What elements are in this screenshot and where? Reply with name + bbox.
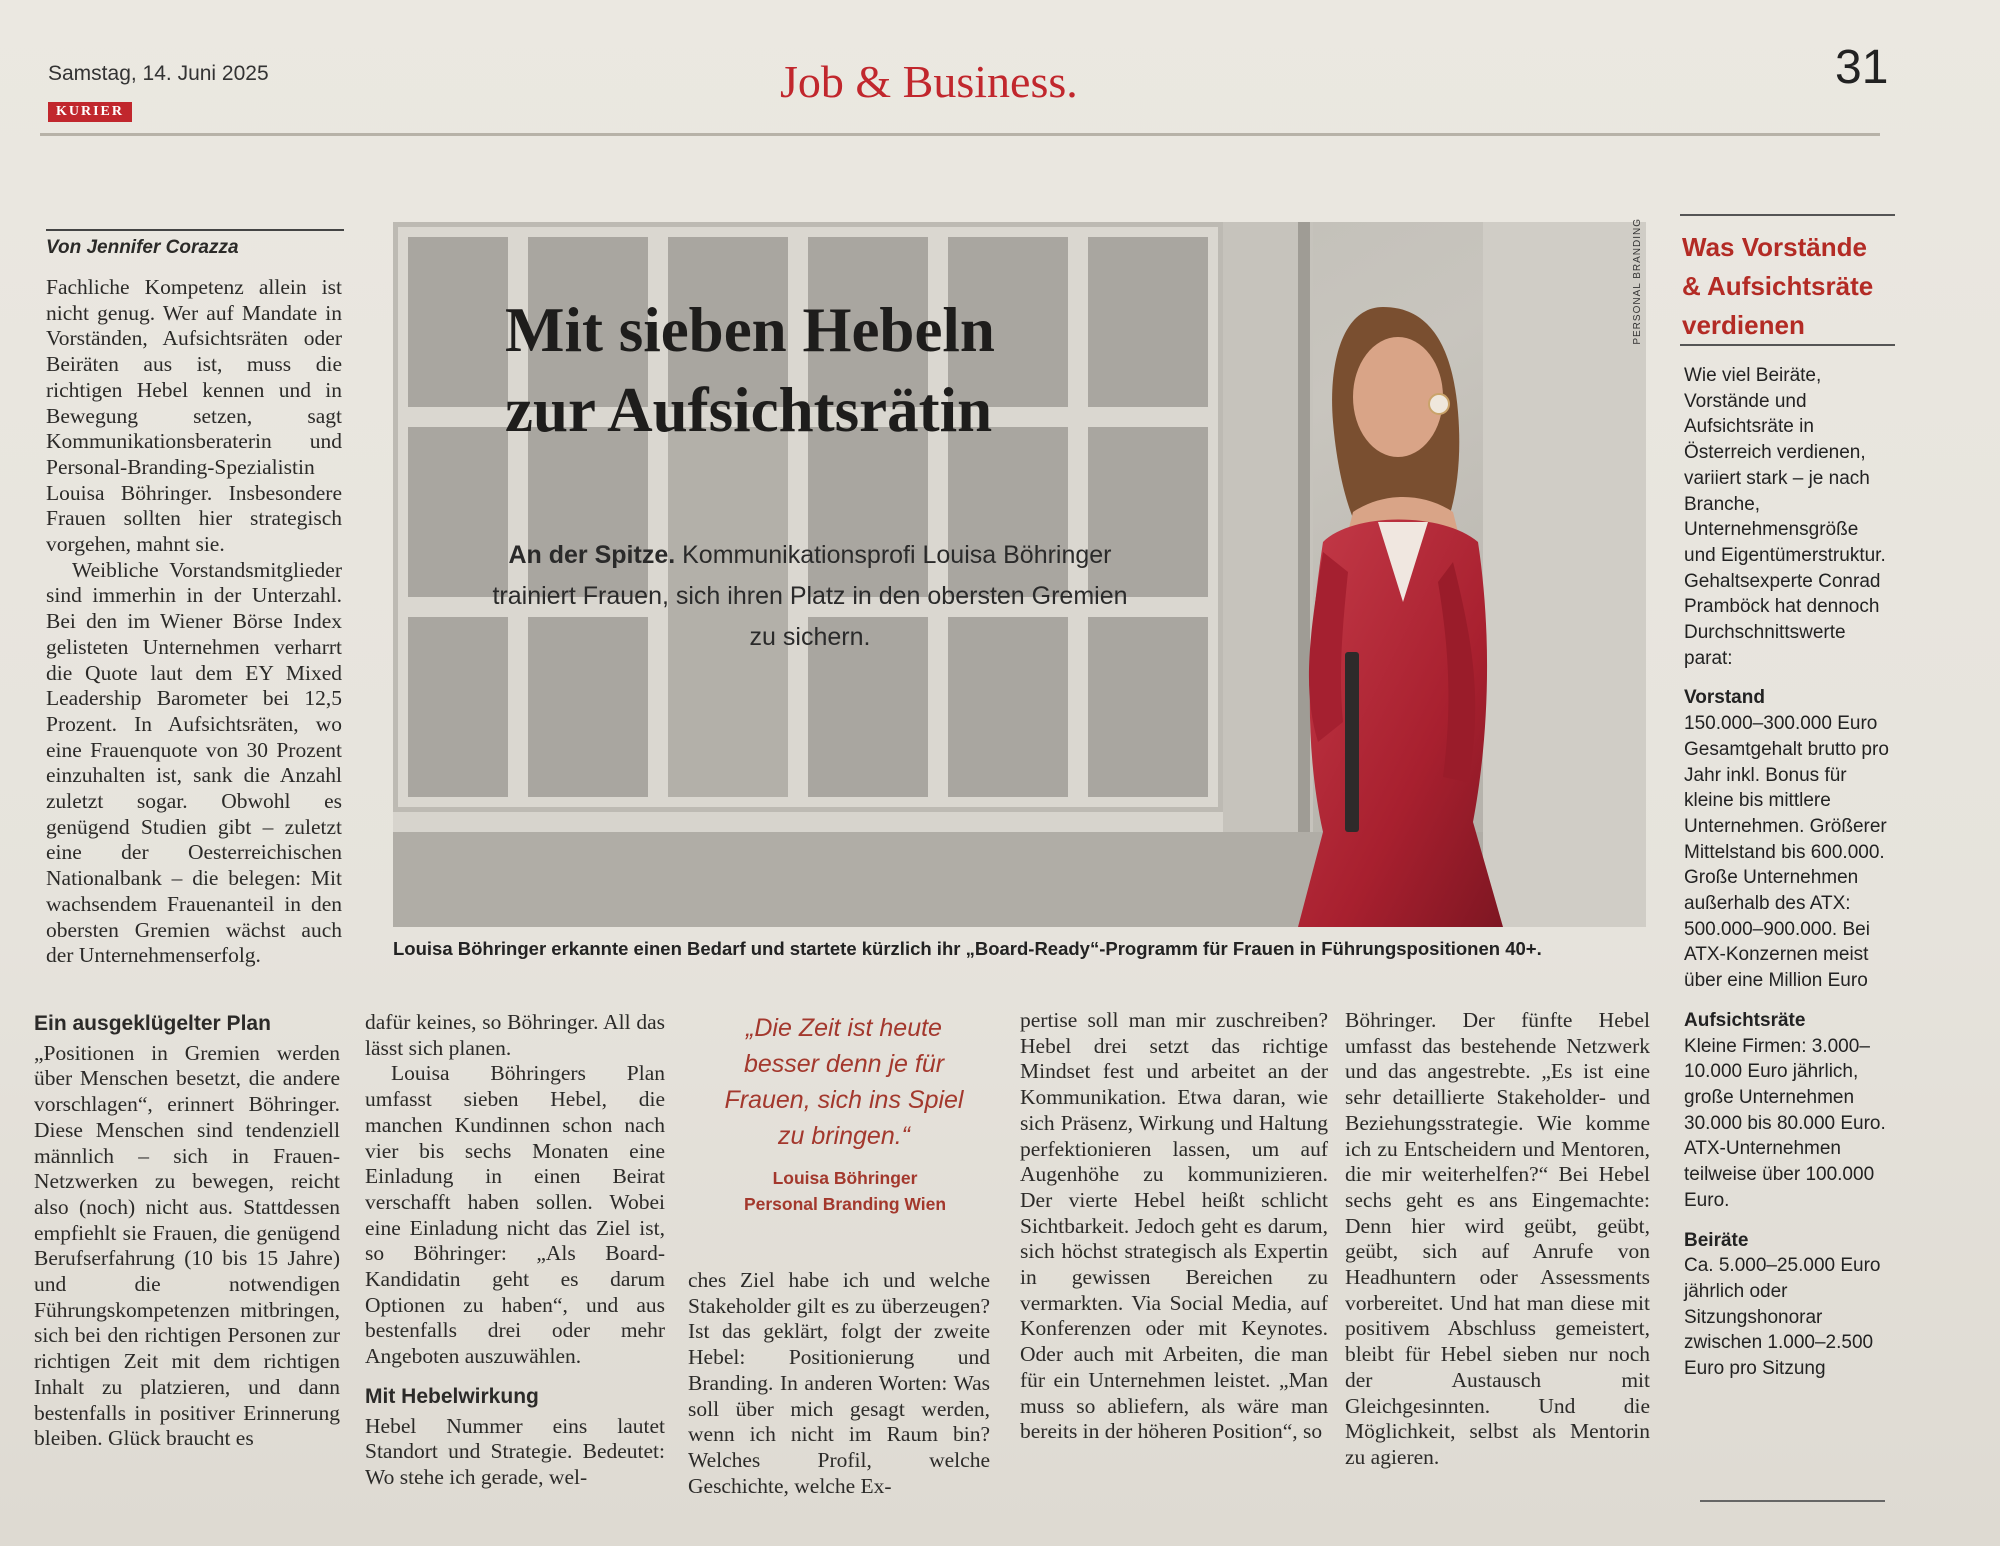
sidebar-body — [1684, 363, 1889, 1382]
article-column-2 — [365, 1010, 665, 1491]
header-rule — [40, 133, 1880, 136]
sidebar-heading: Aufsichtsräte — [1684, 1009, 1806, 1031]
teaser-text: Kommunikationsprofi Louisa Böhringer trainiert Frauen, sich ihren Platz in den obersten Gremien zu sichern. — [492, 541, 1128, 651]
quote-org: Personal Branding Wien — [743, 1194, 947, 1214]
teaser-lead: An der Spitze. — [508, 541, 676, 569]
photo-caption: Louisa Böhringer erkannte einen Bedarf und startete kürzlich ihr „Board-Ready“-Programm für Frauen in Führungspositionen 40+. — [393, 938, 1542, 959]
sidebar-text: Ca. 5.000–25.000 Euro jährlich oder Sitzungshonorar zwischen 1.000–2.500 Euro pro Sitzung — [1684, 1255, 1881, 1380]
quote-name: Louisa Böhringer — [772, 1168, 918, 1188]
issue-date: Samstag, 14. Juni 2025 — [48, 62, 269, 85]
paragraph: Louisa Böhringers Plan umfasst sieben Hebel, die manchen Kundinnen schon nach vier bis sechs Monaten eine Einladung in einen Beirat verschafft haben sollen. Wobei eine Einladung nicht das Ziel ist, so Böhringer: „Als Board-Kandidatin geht es darum Optionen zu haben“, und aus bestenfalls drei oder mehr Angeboten auszuwählen. — [365, 1061, 665, 1369]
sidebar-title-line: verdienen — [1682, 310, 1805, 340]
article-headline — [505, 290, 995, 450]
sidebar-text: Kleine Firmen: 3.000–10.000 Euro jährlich, große Unternehmen 30.000 bis 80.000 Euro. ATX-Unternehmen teilweise über 100.000 Euro. — [1684, 1035, 1886, 1211]
page-number: 31 — [1835, 41, 1889, 94]
article-column-4 — [1020, 1008, 1328, 1445]
sidebar-rule — [1680, 344, 1895, 346]
sidebar-rule — [1680, 214, 1895, 216]
subheading: Mit Hebelwirkung — [365, 1384, 539, 1408]
article-teaser — [490, 535, 1130, 658]
headline-line: Mit sieben Hebeln — [505, 295, 995, 365]
kurier-logo: KURIER — [48, 102, 132, 122]
article-column-1-lower — [34, 1005, 340, 1452]
sidebar-intro: Wie viel Beiräte, Vorstände und Aufsichtsräte in Österreich verdienen, variiert stark – je nach Branche, Unternehmensgröße und Eigentümerstruktur. Gehaltsexperte Conrad Pramböck hat dennoch Durchschnittswerte parat: — [1684, 365, 1886, 669]
headline-line: zur Aufsichtsrätin — [505, 375, 993, 445]
sidebar-title — [1682, 228, 1873, 345]
paragraph: pertise soll man mir zuschreiben? Hebel drei setzt das richtige Mindset fest und arbeitet an der Kommunikation. Etwa daran, wie sich Präsenz, Wirkung und Haltung perfektionieren lassen, um auf Augenhöhe zu kommunizieren. Der vierte Hebel heißt schlicht Sichtbarkeit. Jedoch geht es darum, sich höchst strategisch als Expertin in gewissen Bereichen zu vermarkten. Via Social Media, auf Konferenzen oder mit Keynotes. Oder auch mit Arbeiten, die man für ein Unternehmen leistet. „Man muss so abliefern, als wäre man bereits in der höheren Position“, so — [1020, 1008, 1328, 1444]
sidebar-bottom-rule — [1700, 1500, 1885, 1502]
paragraph: Hebel Nummer eins lautet Standort und Strategie. Bedeutet: Wo stehe ich gerade, wel- — [365, 1413, 665, 1489]
paragraph: Fachliche Kompetenz allein ist nicht genug. Wer auf Mandate in Vorständen, Aufsichtsräten oder Beiräten aus ist, muss die richtigen Hebel kennen und in Bewegung setzen, sagt Kommunikationsberaterin und Personal-Branding-Spezialistin Louisa Böhringer. Insbesondere Frauen sollten hier strategisch vorgehen, mahnt sie. — [46, 275, 342, 557]
section-title: Job & Business. — [780, 56, 1078, 107]
paragraph: ches Ziel habe ich und welche Stakeholder gilt es zu überzeugen? Ist das geklärt, folgt der zweite Hebel: Positionierung und Branding. In anderen Worten: Was soll über mich gesagt werden, wenn ich nicht im Raum bin? Welches Profil, welche Geschichte, welche Ex- — [688, 1268, 990, 1498]
pull-quote: „Die Zeit ist heute besser denn je für Frauen, sich ins Spiel zu bringen.“ — [724, 1014, 964, 1150]
article-column-3 — [688, 1268, 990, 1499]
column-rule — [46, 229, 344, 231]
paragraph: Böhringer. Der fünfte Hebel umfasst das bestehende Netzwerk und das angestrebte. „Es ist eine sehr detaillierte Stakeholder- und Beziehungsstrategie. Wie komme ich zu Entscheidern und Mentoren, die mir weiterhelfen?“ Bei Hebel sechs geht es ans Eingemachte: Denn hier wird geübt, geübt, geübt, sich auf Anrufe von Headhuntern oder Assessments vorbereitet. Und hat man diese mit positivem Abschluss gemeistert, bleibt für Hebel sieben nur noch der Austausch mit Gleichgesinnten. Und die Möglichkeit, selbst als Mentorin zu agieren. — [1345, 1008, 1650, 1469]
sidebar-heading: Beiräte — [1684, 1229, 1749, 1251]
article-column-1 — [46, 275, 342, 969]
sidebar-heading: Vorstand — [1684, 687, 1765, 709]
photo-credit: PERSONAL BRANDING — [1632, 218, 1643, 345]
article-column-5 — [1345, 1008, 1650, 1471]
quote-attribution — [700, 1165, 990, 1217]
byline: Von Jennifer Corazza — [46, 237, 239, 258]
paragraph: dafür keines, so Böhringer. All das lässt sich planen. — [365, 1010, 665, 1060]
sidebar-title-line: & Aufsichtsräte — [1682, 271, 1874, 301]
paragraph: Weibliche Vorstandsmitglieder sind immerhin in der Unterzahl. Bei den im Wiener Börse Index gelisteten Unternehmen verharrt die Quote laut dem EY Mixed Leadership Barometer bei 12,5 Prozent. In Aufsichtsräten, wo eine Frauenquote von 30 Prozent einzuhalten ist, sank die Anzahl zuletzt sogar. Obwohl es genügend Studien gibt – zuletzt eine der Oesterreichischen Nationalbank – die belegen: Mit wachsendem Frauenanteil in den obersten Gremien wächst auch der Unternehmenserfolg. — [46, 557, 342, 968]
sidebar-title-line: Was Vorstände — [1682, 232, 1867, 262]
subheading: Ein ausgeklügelter Plan — [34, 1012, 271, 1035]
paragraph: „Positionen in Gremien werden über Menschen besetzt, die andere vorschlagen“, erinnert Böhringer. Diese Menschen sind tendenziell männlich – sich in Frauen-Netzwerken zu bewegen, reicht also (noch) nicht aus. Stattdessen empfiehlt sie Frauen, die genügend Berufserfahrung (10 bis 15 Jahre) und die notwendigen Führungskompetenzen mitbringen, sich bei den richtigen Personen zur richtigen Zeit mit dem richtigen Inhalt zu platzieren, und dann bestenfalls in positiver Erinnerung bleiben. Glück braucht es — [34, 1040, 340, 1451]
sidebar-text: 150.000–300.000 Euro Gesamtgehalt brutto pro Jahr inkl. Bonus für kleine bis mittlere Unternehmen. Größerer Mittelstand bis 600.000. Große Unternehmen außerhalb des ATX: 500.000–900.000. Bei ATX-Konzernen meist über eine Million Euro — [1684, 713, 1889, 992]
